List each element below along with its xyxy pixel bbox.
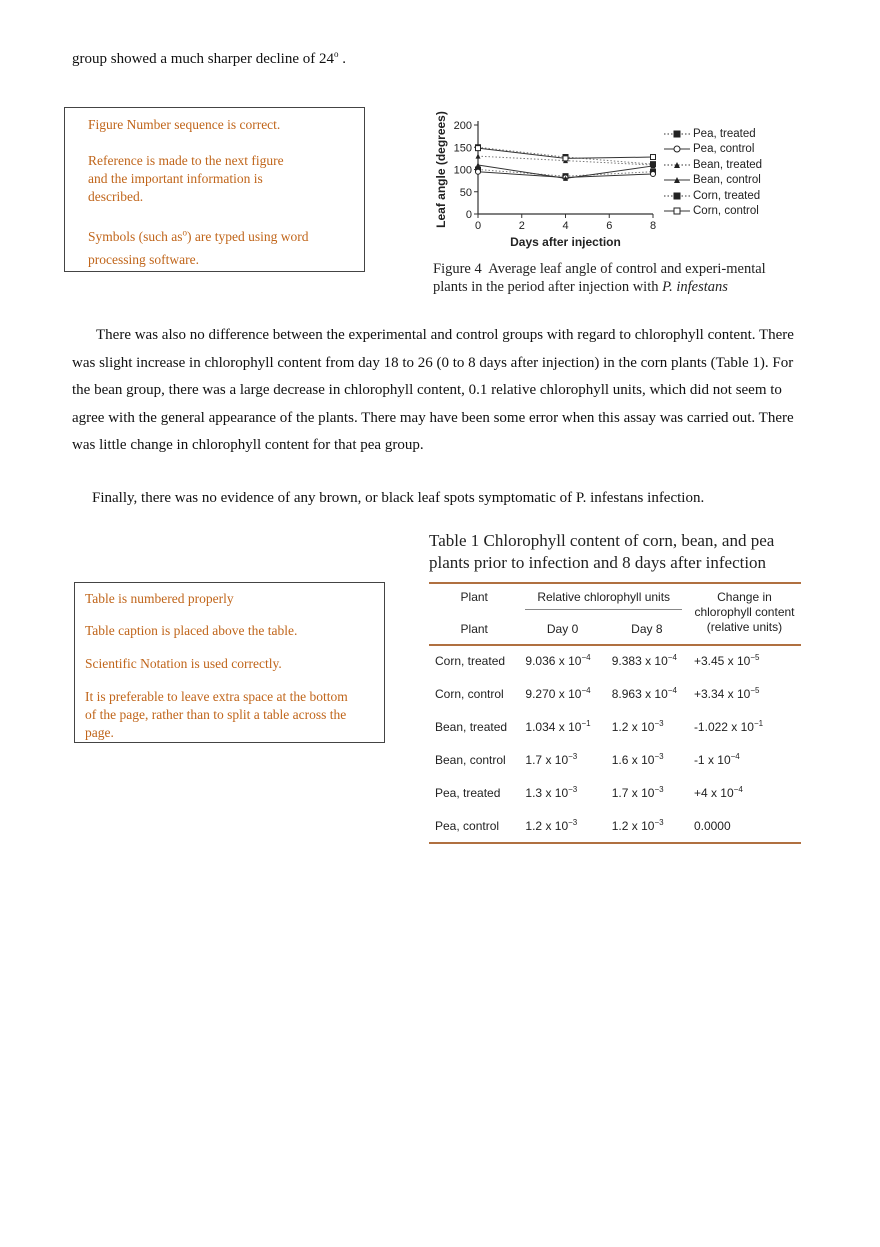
legend-swatch — [663, 206, 691, 216]
x-tick-label: 8 — [649, 220, 657, 232]
y-tick-label: 100 — [453, 164, 472, 177]
cell-day0 — [519, 644, 605, 677]
cell-day8 — [606, 710, 688, 743]
cell-day0-exponent: −4 — [581, 652, 591, 662]
x-tick-label: 0 — [474, 220, 482, 232]
th-plant-1: Plant — [460, 590, 488, 604]
paragraph-leaf-spots: Finally, there was no evidence of any brown, or black leaf spots symptomatic of P. infestans infection. — [92, 490, 705, 506]
legend-label: Bean, control — [693, 174, 761, 187]
legend-swatch — [663, 129, 691, 139]
cell-day8-value: 1.6 x 10 — [611, 752, 655, 767]
cell-change — [688, 677, 801, 710]
degree-symbol: o — [334, 49, 339, 59]
note-tbl-3: Scientific Notation is used correctly. — [85, 656, 282, 671]
note-fig-3a: Symbols (such as — [88, 229, 183, 244]
cell-day8-value: 1.2 x 10 — [611, 818, 655, 833]
cell-plant-value: Pea, treated — [435, 785, 501, 800]
table-bottom-rule — [429, 842, 801, 844]
cell-day0 — [519, 677, 605, 710]
cell-plant-value: Corn, treated — [435, 653, 506, 668]
figure-caption — [433, 260, 768, 296]
cell-change — [688, 743, 801, 776]
point-marker — [651, 162, 656, 167]
cell-change-exponent: −1 — [753, 718, 764, 728]
cell-day8-exponent: −4 — [667, 685, 677, 695]
table-row — [429, 809, 801, 842]
point-marker — [476, 169, 481, 174]
cell-day8-exponent: −4 — [667, 652, 677, 662]
cell-day8-value: 8.963 x 10 — [611, 686, 668, 701]
cell-plant — [429, 776, 519, 809]
legend-label: Pea, control — [693, 143, 755, 156]
cell-day0 — [519, 743, 605, 776]
th-day8: Day 8 — [631, 622, 663, 636]
table-row — [429, 743, 801, 776]
th-relative-units-paren: (relative units) — [706, 620, 783, 634]
table-row — [429, 677, 801, 710]
cell-change-exponent: −4 — [730, 751, 740, 761]
cell-change-exponent: −5 — [750, 652, 760, 662]
point-marker — [674, 208, 680, 214]
chlorophyll-table — [429, 582, 801, 844]
cell-day0-exponent: −3 — [568, 784, 578, 794]
cell-change-value: +4 x 10 — [693, 785, 734, 800]
cell-change — [688, 776, 801, 809]
cell-day0 — [519, 710, 605, 743]
cell-day0-exponent: −1 — [581, 718, 591, 728]
th-change: Change in chlorophyll content — [694, 590, 795, 619]
cell-day0 — [519, 809, 605, 842]
top-text-tail: . — [338, 51, 347, 67]
cell-day8 — [606, 743, 688, 776]
x-tick-label: 6 — [606, 220, 613, 232]
cell-plant-value: Bean, control — [435, 752, 506, 767]
point-marker — [563, 156, 568, 161]
note-tbl-2: Table caption is placed above the table. — [85, 623, 298, 638]
legend-swatch — [663, 144, 691, 154]
cell-day8-value: 1.7 x 10 — [611, 785, 655, 800]
top-text-line — [72, 46, 346, 74]
y-tick-label: 150 — [453, 142, 472, 155]
figure-caption-species: P. infestans — [662, 279, 728, 295]
cell-day8-exponent: −3 — [654, 817, 664, 827]
th-plant-2: Plant — [460, 622, 488, 636]
note-fig-3b: ) are typed using word processing software. — [88, 229, 309, 267]
table-notes-box — [74, 582, 385, 743]
note-fig-1: Figure Number sequence is correct. — [88, 117, 281, 132]
cell-day0-value: 1.034 x 10 — [525, 719, 582, 734]
note-fig-3 — [88, 225, 313, 271]
cell-day0-exponent: −4 — [581, 685, 591, 695]
point-marker — [476, 154, 481, 159]
legend-item — [663, 188, 773, 204]
legend-label: Corn, treated — [693, 189, 761, 202]
cell-plant-value: Bean, treated — [435, 719, 508, 734]
x-axis-label: Days after injection — [510, 235, 621, 249]
cell-day8 — [606, 809, 688, 842]
cell-change-value: -1 x 10 — [693, 752, 731, 767]
legend-label: Corn, control — [693, 205, 759, 218]
cell-change-value: -1.022 x 10 — [693, 719, 754, 734]
cell-plant — [429, 809, 519, 842]
cell-change — [688, 710, 801, 743]
cell-plant — [429, 743, 519, 776]
cell-day8 — [606, 776, 688, 809]
y-axis-label: Leaf angle (degrees) — [434, 111, 448, 228]
point-marker — [674, 193, 680, 199]
top-text: group showed a much sharper decline of 24 — [72, 51, 335, 67]
legend-item — [663, 126, 773, 142]
cell-day0 — [519, 776, 605, 809]
y-tick-label: 0 — [465, 209, 472, 221]
table-header-rule — [429, 644, 801, 646]
cell-day0-value: 1.7 x 10 — [525, 752, 569, 767]
note-tbl-1: Table is numbered properly — [85, 591, 234, 606]
cell-day8-exponent: −3 — [654, 751, 664, 761]
cell-day0-value: 9.270 x 10 — [525, 686, 582, 701]
legend-item — [663, 142, 773, 158]
note-fig-3-sup: o — [182, 227, 187, 238]
paragraph-chlorophyll: There was also no difference between the experimental and control groups with regard to chlorophyll content. There was slight increase in chlorophyll content from day 18 to 26 (0 to 8 days after injection) in the corn plants (Table 1). For the bean group, there was a large decrease in chlorophyll content, 0.1 relative chlorophyll units, which did not seem to agree with the general appearance of the plants. There may have been some error when this assay was carried out. There was little change in chlorophyll content for that pea group. — [72, 327, 794, 453]
legend-item — [663, 157, 773, 173]
cell-day8-exponent: −3 — [654, 784, 664, 794]
cell-day8-exponent: −3 — [654, 718, 664, 728]
legend-item — [663, 173, 773, 189]
table-row — [429, 776, 801, 809]
cell-day0-value: 1.2 x 10 — [525, 818, 569, 833]
th-day0: Day 0 — [546, 622, 579, 636]
table-row — [429, 710, 801, 743]
cell-day8-value: 9.383 x 10 — [611, 653, 668, 668]
cell-day0-exponent: −3 — [568, 751, 578, 761]
point-marker — [674, 146, 680, 152]
cell-change-value: +3.45 x 10 — [693, 653, 751, 668]
point-marker — [651, 171, 656, 176]
cell-change — [688, 809, 801, 842]
cell-plant-value: Corn, control — [435, 686, 504, 701]
x-tick-label: 4 — [562, 220, 569, 232]
cell-day0-value: 9.036 x 10 — [525, 653, 582, 668]
figure-caption-text: Average leaf angle of control and experi-mental plants in the period after injection with — [433, 261, 766, 295]
cell-day8 — [606, 677, 688, 710]
figure-caption-label: Figure 4 — [433, 261, 482, 277]
cell-plant-value: Pea, control — [435, 818, 500, 833]
cell-change-exponent: −4 — [733, 784, 743, 794]
x-tick-label: 2 — [518, 220, 525, 232]
cell-change — [688, 644, 801, 677]
cell-day0-exponent: −3 — [568, 817, 578, 827]
cell-change-value: 0.0000 — [693, 818, 731, 833]
figure-notes-box — [64, 107, 365, 272]
point-marker — [651, 155, 656, 160]
cell-plant — [429, 644, 519, 677]
legend-swatch — [663, 175, 691, 185]
y-tick-label: 200 — [453, 120, 472, 132]
cell-day8 — [606, 644, 688, 677]
point-marker — [674, 131, 680, 137]
chart-legend — [663, 126, 773, 219]
cell-day8-value: 1.2 x 10 — [611, 719, 655, 734]
legend-item — [663, 204, 773, 220]
table-header-row-1 — [429, 584, 801, 614]
note-tbl-4: It is preferable to leave extra space at the bottom of the page, rather than to split a table across the page. — [85, 689, 348, 740]
note-fig-2: Reference is made to the next figure and the important information is described. — [88, 153, 284, 204]
table-row — [429, 644, 801, 677]
legend-label: Pea, treated — [693, 127, 756, 140]
y-tick-label: 50 — [459, 186, 472, 199]
table-caption: Table 1 Chlorophyll content of corn, bean, and pea plants prior to infection and 8 days after infection — [429, 531, 775, 572]
cell-day0-value: 1.3 x 10 — [525, 785, 569, 800]
legend-swatch — [663, 191, 691, 201]
cell-change-exponent: −5 — [750, 685, 760, 695]
cell-plant — [429, 677, 519, 710]
cell-plant — [429, 710, 519, 743]
point-marker — [476, 146, 481, 151]
legend-label: Bean, treated — [693, 158, 763, 171]
th-relative-units: Relative chlorophyll units — [525, 590, 682, 610]
legend-swatch — [663, 160, 691, 170]
cell-change-value: +3.34 x 10 — [693, 686, 751, 701]
